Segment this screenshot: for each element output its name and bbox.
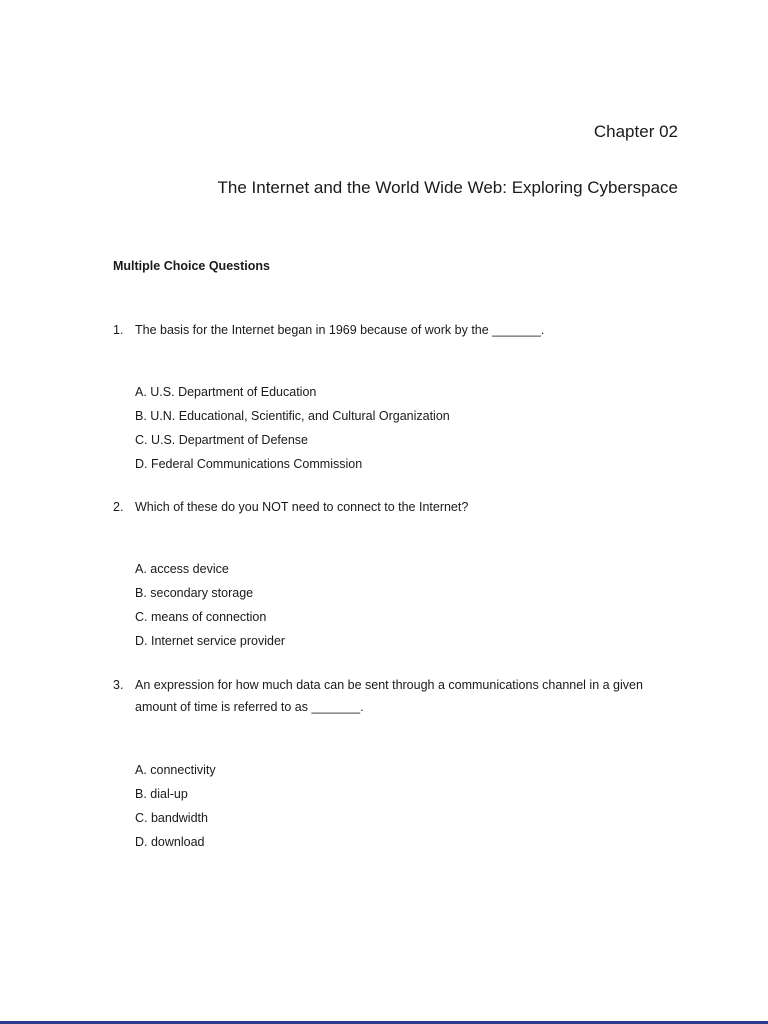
question-text: Which of these do you NOT need to connect to the Internet? [135, 500, 469, 514]
answer-option: D. Federal Communications Commission [135, 457, 363, 471]
answer-option: A. U.S. Department of Education [135, 385, 317, 399]
question-3-options [135, 758, 216, 854]
question-1-options [135, 380, 450, 476]
answer-option: B. dial-up [135, 787, 188, 801]
answer-option: C. bandwidth [135, 811, 208, 825]
question-2-options [135, 557, 285, 653]
question-number: 3. [113, 678, 124, 692]
chapter-title: The Internet and the World Wide Web: Exploring Cyberspace [217, 178, 678, 197]
answer-option: C. means of connection [135, 610, 267, 624]
chapter-label: Chapter 02 [593, 122, 678, 141]
answer-option: D. download [135, 835, 205, 849]
question-3 [113, 674, 673, 718]
answer-option: D. Internet service provider [135, 634, 286, 648]
question-text: An expression for how much data can be sent through a communications channel in a given amount of time is referred to as _______. [135, 678, 643, 714]
answer-option: B. secondary storage [135, 586, 254, 600]
answer-option: A. connectivity [135, 763, 216, 777]
section-heading: Multiple Choice Questions [113, 259, 270, 273]
answer-option: B. U.N. Educational, Scientific, and Cultural Organization [135, 409, 450, 423]
question-2 [113, 496, 673, 518]
question-number: 2. [113, 500, 124, 514]
answer-option: C. U.S. Department of Defense [135, 433, 308, 447]
question-number: 1. [113, 323, 124, 337]
answer-option: A. access device [135, 562, 229, 576]
question-1 [113, 319, 673, 341]
question-text: The basis for the Internet began in 1969 because of work by the _______. [135, 323, 545, 337]
